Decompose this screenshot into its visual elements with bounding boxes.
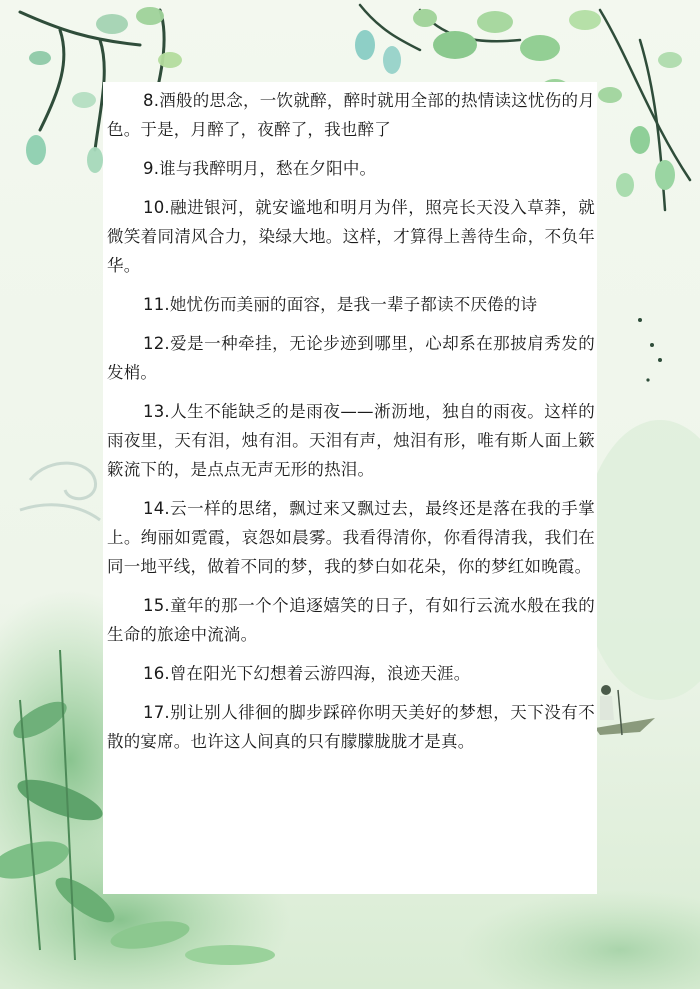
article-body (107, 86, 595, 766)
paragraph-12: 12.爱是一种牵挂，无论步迹到哪里，心却系在那披肩秀发的发梢。 (107, 334, 595, 382)
paragraph-9: 9.谁与我醉明月，愁在夕阳中。 (143, 159, 377, 178)
paragraph-16: 16.曾在阳光下幻想着云游四海，浪迹天涯。 (143, 664, 471, 683)
paragraph-10: 10.融进银河，就安谧地和明月为伴，照亮长天没入草莽，就微笑着同清风合力，染绿大地。这样，才算得上善待生命，不负年华。 (107, 198, 595, 275)
paragraph-15: 15.童年的那一个个追逐嬉笑的日子，有如行云流水般在我的生命的旅途中流淌。 (107, 596, 595, 644)
paragraph-13: 13.人生不能缺乏的是雨夜——淅沥地，独自的雨夜。这样的雨夜里，天有泪，烛有泪。天泪有声，烛泪有形，唯有斯人面上簌簌流下的，是点点无声无形的热泪。 (107, 402, 595, 479)
paragraph-17: 17.别让别人徘徊的脚步踩碎你明天美好的梦想，天下没有不散的宴席。也许这人间真的只有朦朦胧胧才是真。 (107, 703, 595, 751)
paragraph-8: 8.酒般的思念，一饮就醉，醉时就用全部的热情读这忧伤的月色。于是，月醉了，夜醉了，我也醉了 (107, 91, 595, 139)
paragraph-14: 14.云一样的思绪，飘过来又飘过去，最终还是落在我的手掌上。绚丽如霓霞，哀怨如晨雾。我看得清你，你看得清我，我们在同一地平线，做着不同的梦，我的梦白如花朵，你的梦红如晚霞。 (107, 499, 595, 576)
paragraph-11: 11.她忧伤而美丽的面容，是我一辈子都读不厌倦的诗 (143, 295, 538, 314)
